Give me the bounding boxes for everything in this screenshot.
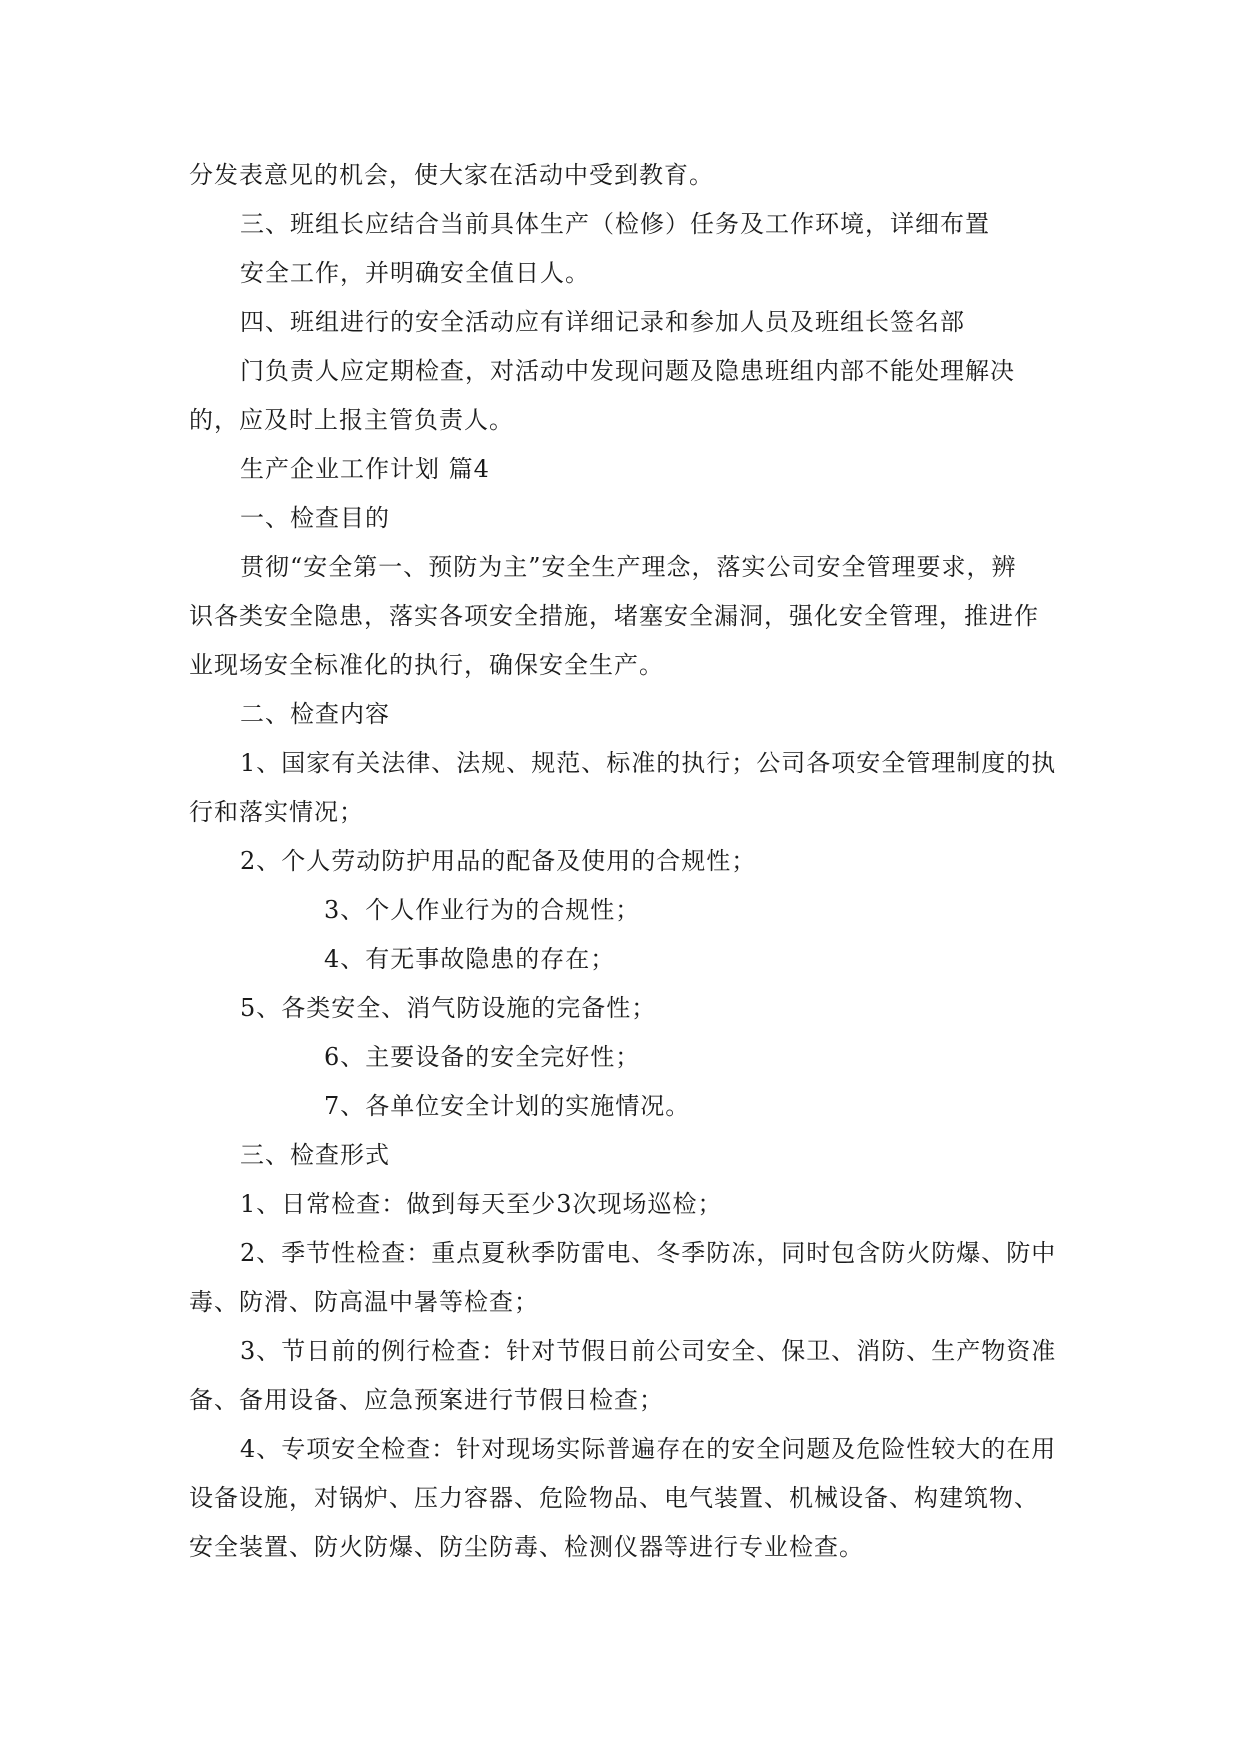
list-item: 3、个人作业行为的合规性； <box>324 896 641 924</box>
list-item: 4、有无事故隐患的存在； <box>324 945 616 973</box>
text-line: 安全工作，并明确安全值日人。 <box>240 259 590 287</box>
text-line: 贯彻“安全第一、预防为主”安全生产理念，落实公司安全管理要求，辨 <box>240 553 1017 581</box>
text-line: 分发表意见的机会，使大家在活动中受到教育。 <box>189 161 714 189</box>
text-line: 门负责人应定期检查，对活动中发现问题及隐患班组内部不能处理解决 <box>240 357 1015 385</box>
list-item: 2、个人劳动防护用品的配备及使用的合规性； <box>240 847 757 875</box>
list-item: 6、主要设备的安全完好性； <box>324 1043 641 1071</box>
text-line: 三、班组长应结合当前具体生产（检修）任务及工作环境，详细布置 <box>240 210 990 238</box>
list-item: 1、国家有关法律、法规、规范、标准的执行；公司各项安全管理制度的执 <box>240 749 1057 777</box>
text-line: 毒、防滑、防高温中暑等检查； <box>189 1288 539 1316</box>
text-line: 四、班组进行的安全活动应有详细记录和参加人员及班组长签名部 <box>240 308 965 336</box>
list-item: 7、各单位安全计划的实施情况。 <box>324 1092 691 1120</box>
list-item: 3、节日前的例行检查：针对节假日前公司安全、保卫、消防、生产物资准 <box>240 1337 1057 1365</box>
subsection-heading: 二、检查内容 <box>240 700 390 728</box>
list-item: 1、日常检查：做到每天至少3次现场巡检； <box>240 1190 723 1218</box>
text-line: 备、备用设备、应急预案进行节假日检查； <box>189 1386 664 1414</box>
list-item: 2、季节性检查：重点夏秋季防雷电、冬季防冻，同时包含防火防爆、防中 <box>240 1239 1057 1267</box>
text-line: 安全装置、防火防爆、防尘防毒、检测仪器等进行专业检查。 <box>189 1533 864 1561</box>
text-line: 业现场安全标准化的执行，确保安全生产。 <box>189 651 664 679</box>
list-item: 4、专项安全检查：针对现场实际普遍存在的安全问题及危险性较大的在用 <box>240 1435 1057 1463</box>
section-heading: 生产企业工作计划 篇4 <box>240 455 490 483</box>
subsection-heading: 一、检查目的 <box>240 504 390 532</box>
text-line: 的，应及时上报主管负责人。 <box>189 406 514 434</box>
text-line: 识各类安全隐患，落实各项安全措施，堵塞安全漏洞，强化安全管理，推进作 <box>189 602 1039 630</box>
text-line: 设备设施，对锅炉、压力容器、危险物品、电气装置、机械设备、构建筑物、 <box>189 1484 1039 1512</box>
subsection-heading: 三、检查形式 <box>240 1141 390 1169</box>
list-item: 5、各类安全、消气防设施的完备性； <box>240 994 657 1022</box>
text-line: 行和落实情况； <box>189 798 364 826</box>
